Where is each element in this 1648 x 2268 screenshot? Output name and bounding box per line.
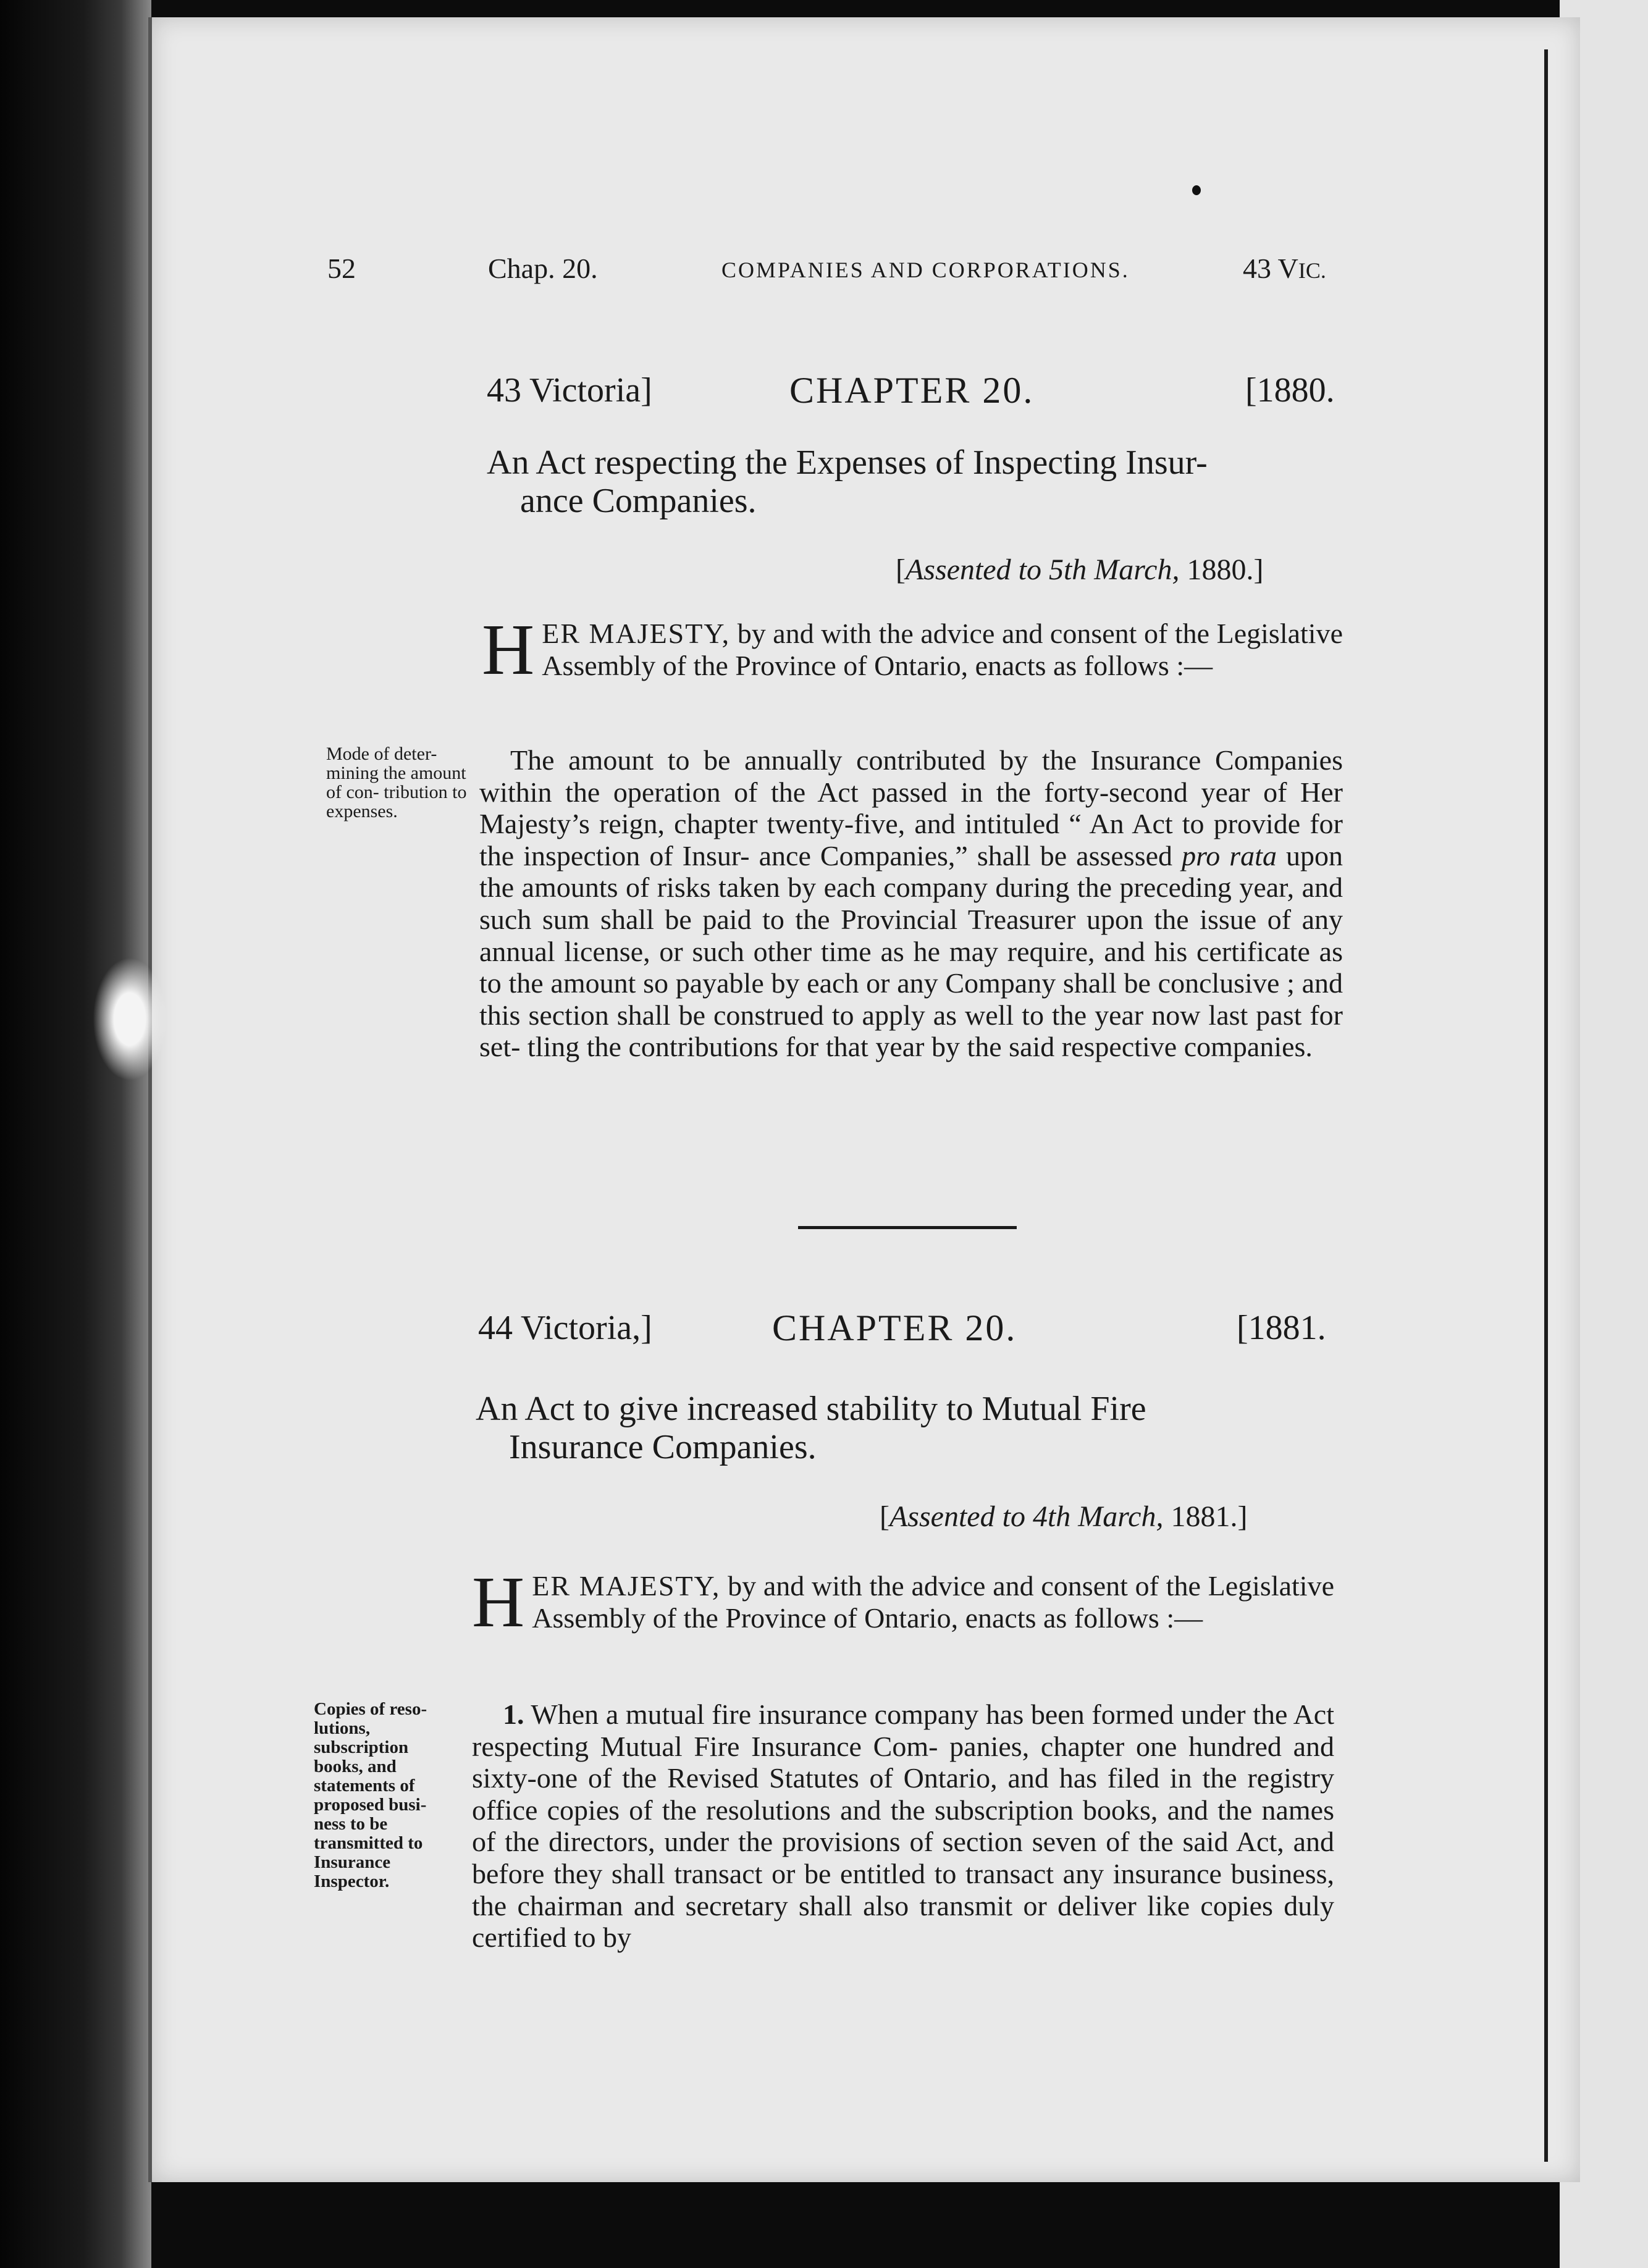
act2-marginal-note: Copies of reso- lutions, subscription books, and statements of proposed busi- ness to be transmitted to Insurance Inspector. <box>314 1699 427 1891</box>
act1-assent-close: 1880.] <box>1179 553 1264 586</box>
act1-chapter-heading: CHAPTER 20. <box>789 370 1035 411</box>
act2-dropcap: H <box>472 1561 525 1642</box>
act2-assent <box>880 1500 1247 1534</box>
act1-assent <box>896 553 1263 587</box>
act2-assent-close: 1881.] <box>1163 1500 1248 1533</box>
act2-year: [1881. <box>1237 1309 1326 1347</box>
act1-enacting-rest: by and with the advice and consent of the Legislative Assembly of the Province of Ontario, enacts as follows :— <box>542 618 1343 681</box>
running-chapter: Chap. 20. <box>488 253 598 284</box>
act2-title-line2: Insurance Companies. <box>509 1428 817 1466</box>
act1-assent-italic: Assented to 5th March, <box>905 553 1180 586</box>
act1-title-line1: An Act respecting the Expenses of Inspecting Insur- <box>487 443 1208 482</box>
act2-enacting-rest: by and with the advice and consent of the Legislative Assembly of the Province of Ontario, enacts as follows :— <box>532 1570 1335 1634</box>
act1-enacting-caps: ER MAJESTY, <box>542 618 731 649</box>
act2-title-line1: An Act to give increased stability to Mutual Fire <box>476 1390 1146 1428</box>
scan-binding-edge <box>0 0 151 2268</box>
act1-section-body <box>479 744 1343 1063</box>
act1-marginal-note: Mode of deter- mining the amount of con- tribution to expenses. <box>326 744 467 821</box>
act2-section-body: When a mutual fire insurance company has been formed under the Act respecting Mutual Fire Insurance Com- panies, chapter one hundred and sixty-one of the Revised Statutes of Ontario, and has filed in the registry office copies of the resolutions and the subscription books, and the names of the directors, under the provisions of section seven of the said Act, and before they shall transact or be entitled to transact any insurance business, the chairman and secretary shall also transmit or deliver like copies duly certified to by <box>472 1699 1334 1954</box>
act1-body-part1: The amount to be annually contributed by the Insurance Companies within the operation of the Act passed in the forty-second year of Her Majesty’s reign, chapter twenty-five, and intituled “ An Act to provide for the inspection of Insur- ance Companies,” shall be assessed <box>479 744 1343 872</box>
act1-title <box>487 443 1352 520</box>
running-regnal <box>1243 252 1326 285</box>
act2-title <box>476 1390 1340 1466</box>
act1-body-italic: pro rata <box>1182 839 1277 872</box>
page-right-border <box>1544 49 1559 2162</box>
running-regnal-num: 43 V <box>1243 253 1298 284</box>
act1-regnal: 43 Victoria] <box>487 371 652 410</box>
section-separator-rule <box>798 1226 1017 1229</box>
act2-enacting-clause <box>472 1561 1335 1642</box>
act1-enacting-clause <box>482 609 1343 690</box>
running-title: COMPANIES AND CORPORATIONS. <box>721 258 1130 282</box>
act1-year: [1880. <box>1245 371 1335 410</box>
act2-regnal: 44 Victoria,] <box>478 1309 652 1347</box>
ink-speck <box>1192 185 1201 195</box>
act2-chapter-heading: CHAPTER 20. <box>772 1308 1017 1348</box>
page-number: 52 <box>327 253 356 284</box>
running-regnal-rest: IC. <box>1298 258 1326 283</box>
act1-body-part2: upon the amounts of risks taken by each company during the preceding year, and such sum shall be paid to the Provincial Treasurer upon the issue of any annual license, or such other time as he may require, and his certificate as to the amount so payable by each or any Company shall be conclusive ; and this section shall be construed to apply as well to the year now last past for set- tling the contributions for that year by the said respective companies. <box>479 839 1343 1063</box>
act2-assent-open: [ <box>880 1500 889 1533</box>
act1-assent-open: [ <box>896 553 906 586</box>
paper-blemish <box>93 957 167 1081</box>
act1-title-line2: ance Companies. <box>520 482 757 520</box>
act2-enacting-caps: ER MAJESTY, <box>532 1570 721 1602</box>
act2-section-1 <box>472 1699 1334 1954</box>
act2-section-number: 1. <box>503 1699 524 1730</box>
act1-dropcap: H <box>482 609 535 690</box>
act2-assent-italic: Assented to 4th March, <box>889 1500 1164 1533</box>
